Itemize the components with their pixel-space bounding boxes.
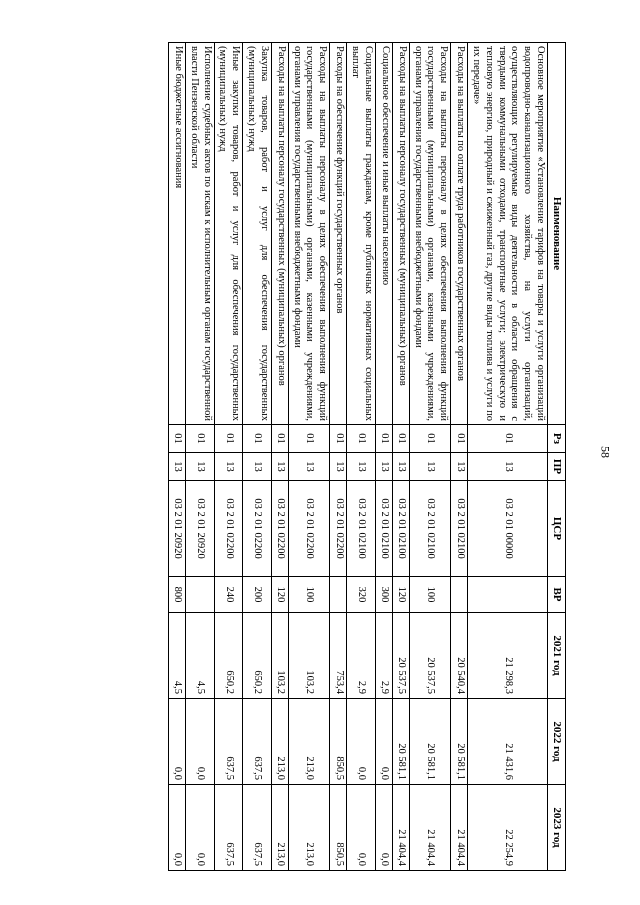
row-2022: 20 581,1 [409,699,450,785]
row-2021: 650,2 [243,613,272,699]
row-name: Закупка товаров, работ и услуг для обеспечения государственных (муниципальных) нужд [243,43,272,425]
row-2023: 0,0 [347,785,376,871]
row-2022: 637,5 [214,699,243,785]
row-2022: 637,5 [243,699,272,785]
row-csr: 03 2 01 02100 [451,481,468,577]
row-2022: 21 431,6 [468,699,548,785]
row-name: Расходы на выплаты персоналу в целях обеспечения выполнения функций государственными (муниципальными) органами, казенными учреждениями, органами управления государственными внебюджетными фондами [288,43,329,425]
table-row [288,43,329,871]
row-csr: 03 2 01 02100 [375,481,392,577]
row-2022: 20 581,1 [392,699,409,785]
row-vr: 100 [288,577,329,613]
row-2021: 103,2 [288,613,329,699]
row-vr: 120 [392,577,409,613]
row-csr: 03 2 01 02200 [288,481,329,577]
row-pr: 13 [392,453,409,481]
row-2021: 20 537,5 [409,613,450,699]
row-2021: 753,4 [330,613,347,699]
row-rz: 01 [347,425,376,453]
row-2021: 103,2 [271,613,288,699]
row-rz: 01 [392,425,409,453]
row-pr: 13 [468,453,548,481]
row-2021: 650,2 [214,613,243,699]
row-2022: 850,5 [330,699,347,785]
row-vr: 320 [347,577,376,613]
row-2021: 2,9 [375,613,392,699]
row-rz: 01 [330,425,347,453]
row-pr: 13 [288,453,329,481]
rotated-table-wrapper [43,42,566,870]
row-vr: 100 [409,577,450,613]
table-row [451,43,468,871]
row-name: Иные бюджетные ассигнования [169,43,186,425]
row-name: Социальные выплаты гражданам, кроме публичных нормативных социальных выплат [347,43,376,425]
row-rz: 01 [375,425,392,453]
table-row [409,43,450,871]
row-csr: 03 2 01 02200 [243,481,272,577]
page-number: 58 [598,446,613,458]
row-rz: 01 [214,425,243,453]
row-2023: 213,0 [288,785,329,871]
row-name: Исполнение судебных актов по искам к исполнительным органам государственной власти Пензенской области [186,43,215,425]
row-pr: 13 [271,453,288,481]
row-2023: 22 254,9 [468,785,548,871]
row-vr: 800 [169,577,186,613]
table-row [330,43,347,871]
header-2021: 2021 год [548,613,566,699]
row-name: Основное мероприятие «Установление тарифов на товары и услуги организаций водопроводно-канализационного хозяйства, на услуги организаций, осуществляющих регулируемые виды деятельности в области обращения с твердыми коммунальными отходами, транспортные услуги; электрическую и тепловую энергию, природный и сжиженный газ, другие виды топлива и услуги по их передаче» [468,43,548,425]
row-2023: 21 404,4 [409,785,450,871]
row-2023: 637,5 [214,785,243,871]
row-vr [468,577,548,613]
row-pr: 13 [169,453,186,481]
row-rz: 01 [243,425,272,453]
row-2022: 0,0 [169,699,186,785]
row-2023: 213,0 [271,785,288,871]
row-vr: 300 [375,577,392,613]
header-vr: ВР [548,577,566,613]
row-name: Расходы на обеспечение функций государственных органов [330,43,347,425]
row-2021: 20 537,5 [392,613,409,699]
row-rz: 01 [169,425,186,453]
row-2022: 0,0 [347,699,376,785]
table-header-row [548,43,566,871]
row-2021: 20 540,4 [451,613,468,699]
row-csr: 03 2 01 20920 [186,481,215,577]
header-csr: ЦСР [548,481,566,577]
table-row [392,43,409,871]
row-csr: 03 2 01 02100 [347,481,376,577]
row-csr: 03 2 01 02100 [409,481,450,577]
row-rz: 01 [288,425,329,453]
table-row [186,43,215,871]
header-name: Наименование [548,43,566,425]
header-2023: 2023 год [548,785,566,871]
row-vr: 120 [271,577,288,613]
row-2022: 0,0 [375,699,392,785]
row-2023: 0,0 [375,785,392,871]
table-row [214,43,243,871]
row-2022: 0,0 [186,699,215,785]
row-vr [330,577,347,613]
row-2021: 4,5 [186,613,215,699]
row-pr: 13 [186,453,215,481]
budget-table [168,42,566,871]
header-rz: Рз [548,425,566,453]
row-name: Расходы на выплаты персоналу государственных (муниципальных) органов [271,43,288,425]
row-2021: 2,9 [347,613,376,699]
row-name: Расходы на выплаты персоналу государственных (муниципальных) органов [392,43,409,425]
row-csr: 03 2 01 02100 [392,481,409,577]
row-rz: 01 [468,425,548,453]
row-name: Социальное обеспечение и иные выплаты населению [375,43,392,425]
table-row [347,43,376,871]
row-vr: 240 [214,577,243,613]
table-row [375,43,392,871]
row-name: Расходы на выплаты персоналу в целях обеспечения выполнения функций государственными (муниципальными) органами, казенными учреждениями, органами управления государственными внебюджетными фондами [409,43,450,425]
table-row [468,43,548,871]
row-pr: 13 [243,453,272,481]
row-rz: 01 [186,425,215,453]
row-pr: 13 [375,453,392,481]
row-csr: 03 2 01 02200 [271,481,288,577]
table-row [169,43,186,871]
row-vr: 200 [243,577,272,613]
row-2022: 213,0 [288,699,329,785]
row-2023: 21 404,4 [392,785,409,871]
row-2022: 20 581,1 [451,699,468,785]
row-2023: 21 404,4 [451,785,468,871]
row-rz: 01 [451,425,468,453]
row-pr: 13 [451,453,468,481]
row-csr: 03 2 01 02200 [330,481,347,577]
row-vr [186,577,215,613]
table-row [243,43,272,871]
row-2023: 850,5 [330,785,347,871]
row-rz: 01 [271,425,288,453]
row-vr [451,577,468,613]
header-pr: ПР [548,453,566,481]
row-2023: 637,5 [243,785,272,871]
row-name: Расходы на выплаты по оплате труда работников государственных органов [451,43,468,425]
header-2022: 2022 год [548,699,566,785]
row-2023: 0,0 [169,785,186,871]
row-name: Иные закупки товаров, работ и услуг для обеспечения государственных (муниципальных) нужд [214,43,243,425]
row-pr: 13 [409,453,450,481]
row-csr: 03 2 01 20920 [169,481,186,577]
table-row [271,43,288,871]
row-pr: 13 [330,453,347,481]
row-rz: 01 [409,425,450,453]
row-2021: 21 298,3 [468,613,548,699]
row-csr: 03 2 01 00000 [468,481,548,577]
row-2022: 213,0 [271,699,288,785]
row-2023: 0,0 [186,785,215,871]
row-pr: 13 [347,453,376,481]
row-csr: 03 2 01 02200 [214,481,243,577]
row-pr: 13 [214,453,243,481]
row-2021: 4,5 [169,613,186,699]
